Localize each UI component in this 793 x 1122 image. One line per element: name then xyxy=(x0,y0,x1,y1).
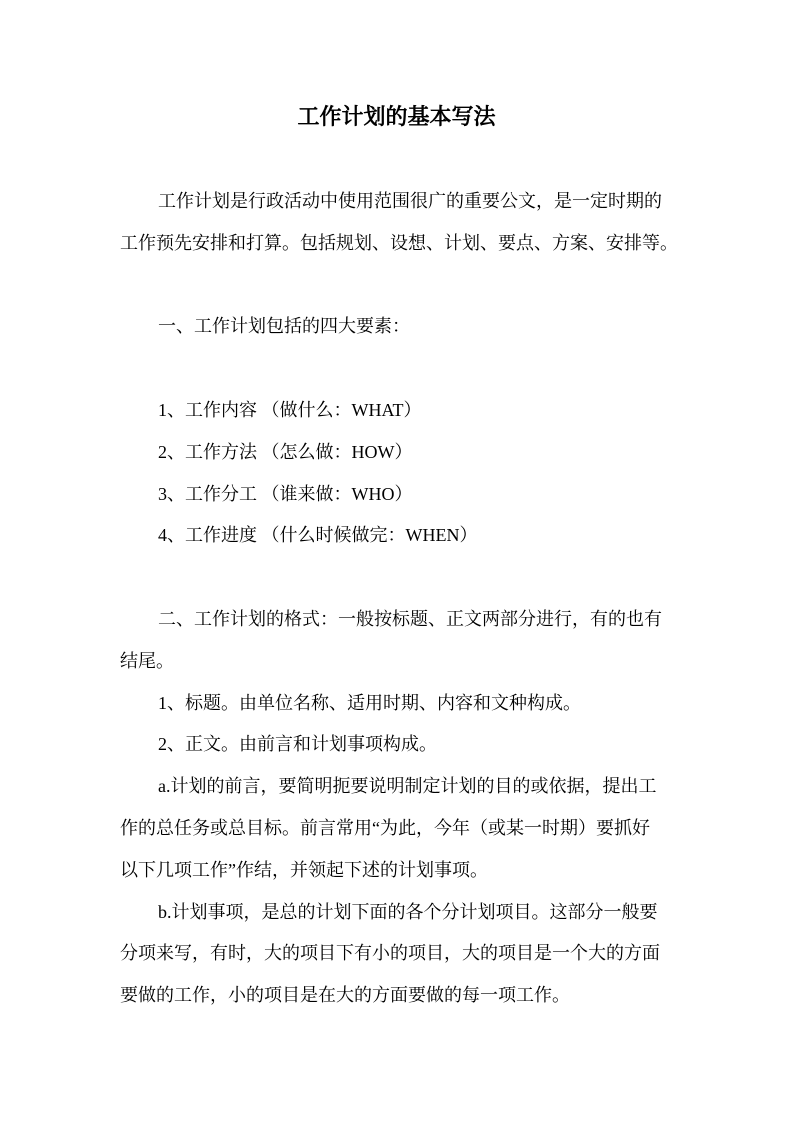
document-body xyxy=(120,181,676,1017)
text-line: 分项来写，有时，大的项目下有小的项目，大的项目是一个大的方面 xyxy=(120,943,660,964)
paragraph-title: 1、标题。由单位名称、适用时期、内容和文种构成。 xyxy=(158,692,581,713)
text-line: 要做的工作，小的项目是在大的方面要做的每一项工作。 xyxy=(120,985,570,1006)
section-heading xyxy=(120,599,676,683)
section-heading: 一、工作计划包括的四大要素： xyxy=(158,316,410,337)
text-line: 工作计划是行政活动中使用范围很广的重要公文，是一定时期的 xyxy=(158,191,662,211)
paragraph-items xyxy=(120,892,676,1017)
list-item: 3、工作分工 （谁来做：WHO） xyxy=(158,483,413,504)
intro-paragraph xyxy=(120,181,676,265)
paragraph-preface xyxy=(120,766,676,891)
text-line: 以下几项工作”作结，并领起下述的计划事项。 xyxy=(120,859,488,880)
text-line: b.计划事项，是总的计划下面的各个分计划项目。这部分一般要 xyxy=(158,901,658,922)
text-line: 二、工作计划的格式：一般按标题、正文两部分进行，有的也有 xyxy=(158,608,662,629)
list-item: 2、工作方法 （怎么做：HOW） xyxy=(158,441,413,462)
document-title: 工作计划的基本写法 xyxy=(297,104,496,129)
paragraph-body: 2、正文。由前言和计划事项构成。 xyxy=(158,734,437,755)
text-line: 工作预先安排和打算。包括规划、设想、计划、要点、方案、安排等。 xyxy=(120,232,678,253)
text-line: 结尾。 xyxy=(120,650,174,671)
list-item: 4、工作进度 （什么时候做完：WHEN） xyxy=(158,525,478,546)
list-item: 1、工作内容 （做什么：WHAT） xyxy=(158,399,422,420)
text-line: a.计划的前言，要简明扼要说明制定计划的目的或依据，提出工 xyxy=(158,776,657,797)
element-list xyxy=(120,390,676,557)
text-line: 作的总任务或总目标。前言常用“为此，今年（或某一时期）要抓好 xyxy=(120,817,650,838)
